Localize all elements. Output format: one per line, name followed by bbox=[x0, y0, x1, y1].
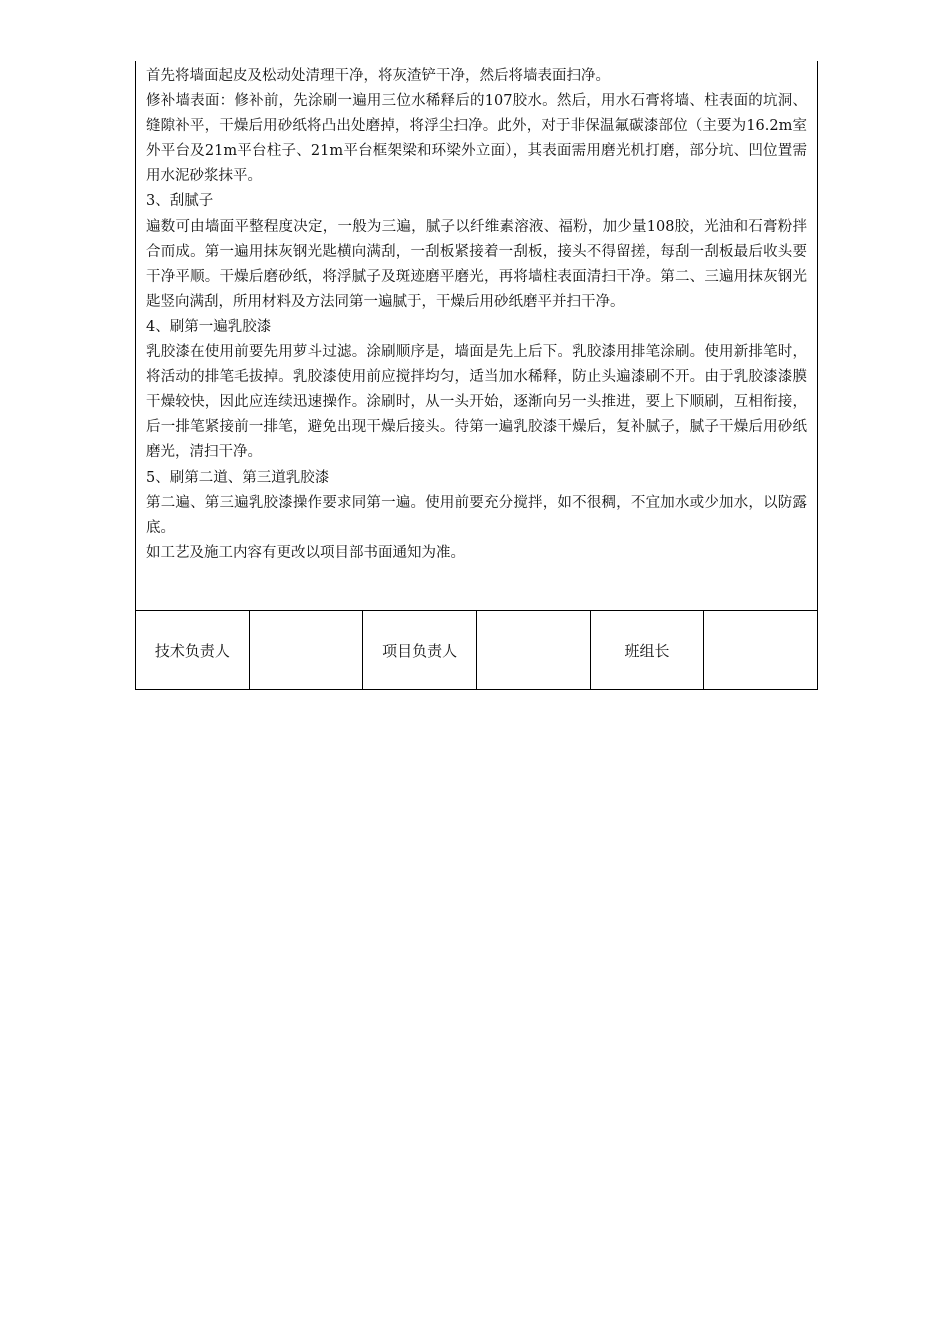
team-leader-label: 班组长 bbox=[591, 611, 705, 689]
signature-row bbox=[136, 611, 817, 689]
project-lead-label: 项目负责人 bbox=[363, 611, 477, 689]
heading-first-coat: 4、刷第一遍乳胶漆 bbox=[146, 318, 272, 335]
construction-content-cell bbox=[136, 61, 817, 611]
paragraph-second-third-coat: 第二遍、第三遍乳胶漆操作要求同第一遍。使用前要充分搅拌，如不很稠，不宜加水或少加水，以防露底。 bbox=[146, 494, 807, 536]
document-table bbox=[135, 61, 818, 690]
paragraph-cleaning: 首先将墙面起皮及松动处清理干净，将灰渣铲干净，然后将墙表面扫净。 bbox=[146, 68, 610, 84]
paragraph-first-coat: 乳胶漆在使用前要先用萝斗过滤。涂刷顺序是，墙面是先上后下。乳胶漆用排笔涂刷。使用新排笔时，将活动的排笔毛拔掉。乳胶漆使用前应搅拌均匀，适当加水稀释，防止头遍漆刷不开。由于乳胶漆漆膜干燥较快，因此应连续迅速操作。涂刷时，从一头开始，逐渐向另一头推进，要上下顺刷，互相衔接，后一排笔紧接前一排笔，避免出现干燥后接头。待第一遍乳胶漆干燥后，复补腻子，腻子干燥后用砂纸磨光，清扫干净。 bbox=[146, 344, 807, 461]
paragraph-putty: 遍数可由墙面平整程度决定，一般为三遍，腻子以纤维素溶液、福粉，加少量108胶，光油和石膏粉拌合而成。第一遍用抹灰钢光匙横向满刮，一刮板紧接着一刮板，接头不得留搓，每刮一刮板最后收头要干净平顺。干燥后磨砂纸，将浮腻子及斑迹磨平磨光，再将墙柱表面清扫干净。第二、三遍用抹灰钢光匙竖向满刮，所用材料及方法同第一遍腻于，干燥后用砂纸磨平并扫干净。 bbox=[146, 218, 807, 310]
team-leader-signature bbox=[704, 611, 817, 689]
tech-lead-signature bbox=[250, 611, 364, 689]
heading-second-third-coat: 5、刷第二道、第三道乳胶漆 bbox=[146, 469, 330, 486]
project-lead-signature bbox=[477, 611, 591, 689]
heading-putty: 3、刮腻子 bbox=[146, 193, 214, 210]
paragraph-change-notice: 如工艺及施工内容有更改以项目部书面通知为准。 bbox=[146, 544, 465, 561]
paragraph-wall-repair: 修补墙表面：修补前，先涂刷一遍用三位水稀释后的107胶水。然后，用水石膏将墙、柱表面的坑洞、缝隙补平，干燥后用砂纸将凸出处磨掉，将浮尘扫净。此外，对于非保温氟碳漆部位（主要为16.2m室外平台及21m平台柱子、21m平台框架梁和环梁外立面），其表面需用磨光机打磨，部分坑、凹位置需用水泥砂浆抹平。 bbox=[146, 93, 807, 185]
tech-lead-label: 技术负责人 bbox=[136, 611, 250, 689]
